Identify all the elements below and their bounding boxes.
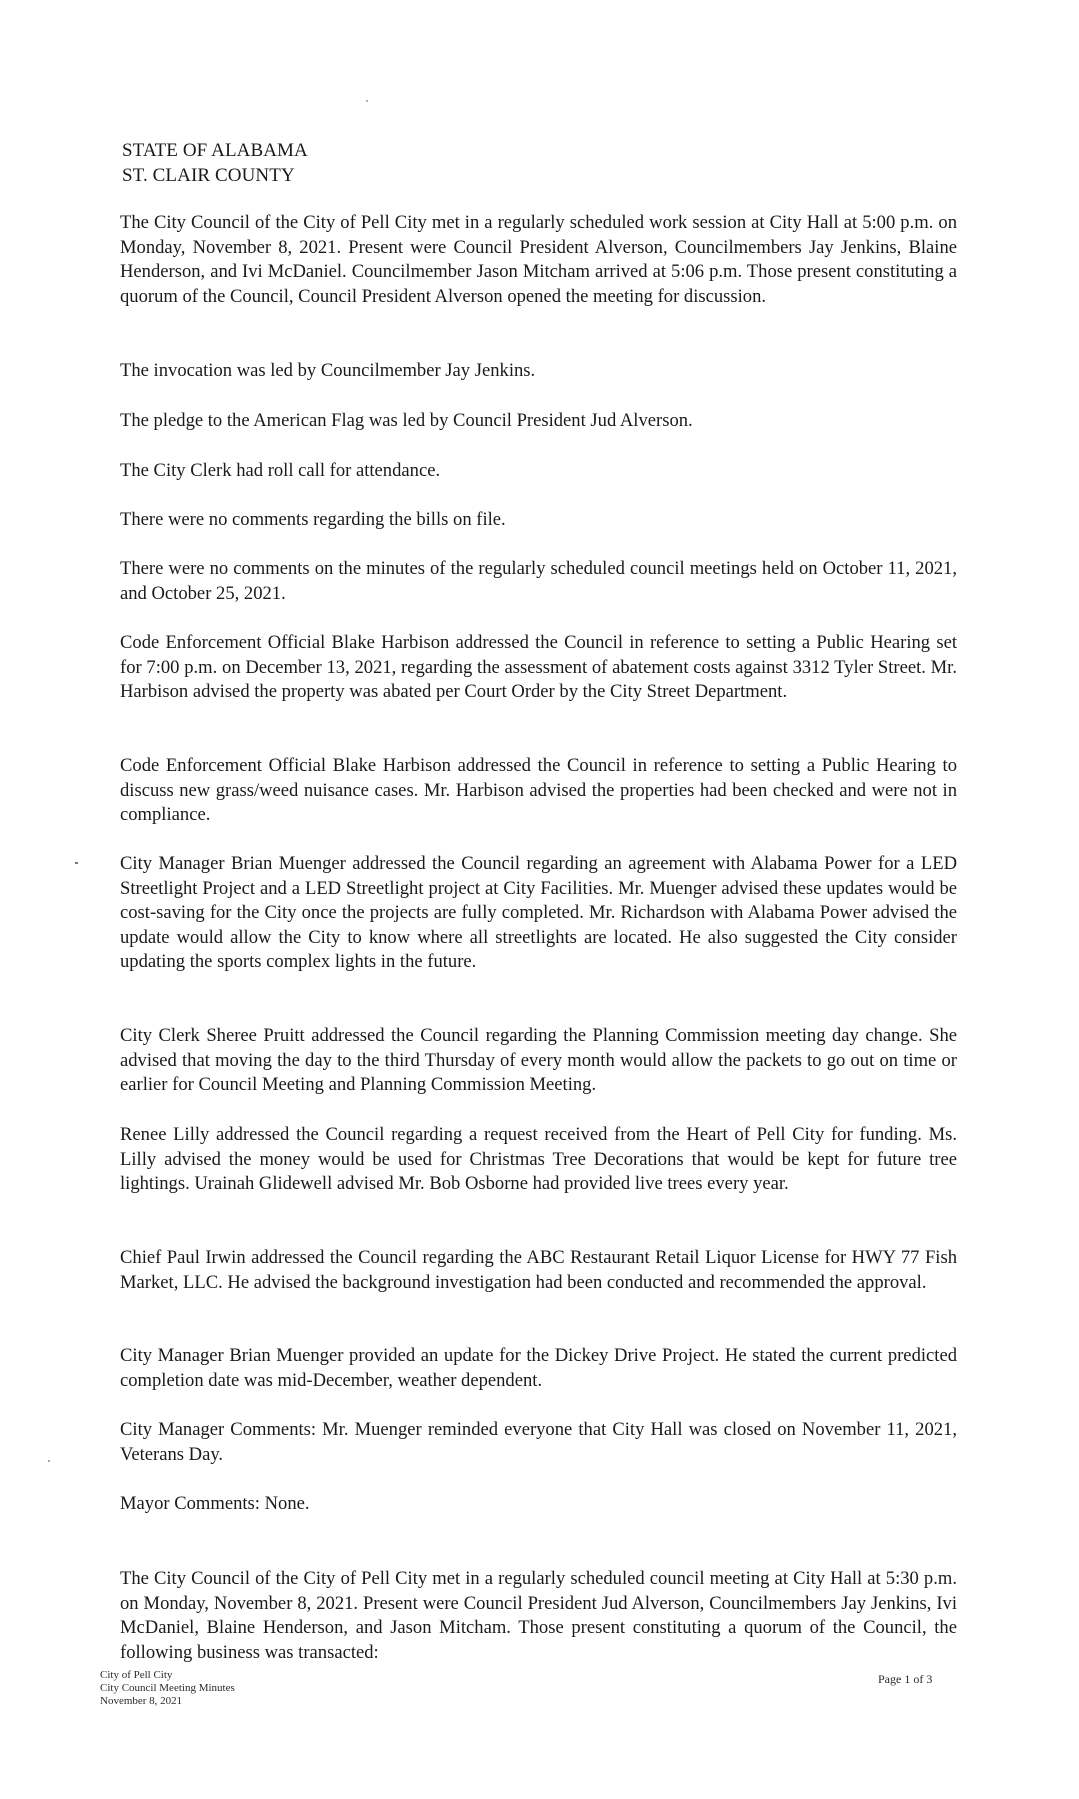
paragraph-bills: There were no comments regarding the bills on file.	[120, 509, 506, 530]
paragraph-abatement-hearing: Code Enforcement Official Blake Harbison addressed the Council in reference to setting a Public Hearing set for 7:00 p.m. on December 13, 2021, regarding the assessment of abatement costs against 3312 Tyler Street. Mr. Harbison advised the property was abated per Court Order by the City Street Department.	[120, 632, 957, 703]
county-heading: ST. CLAIR COUNTY	[122, 165, 295, 186]
paragraph-mayor-comments: Mayor Comments: None.	[120, 1493, 310, 1514]
footer-doc-title: City Council Meeting Minutes	[100, 1682, 235, 1694]
paragraph-planning-commission: City Clerk Sheree Pruitt addressed the Council regarding the Planning Commission meeting day change. She advised that moving the day to the third Thursday of every month would allow the packets to go out on time or earlier for Council Meeting and Planning Commission Meeting.	[120, 1025, 957, 1096]
scan-speck	[366, 100, 368, 102]
paragraph-minutes: There were no comments on the minutes of the regularly scheduled council meetings held on October 11, 2021, and October 25, 2021.	[120, 558, 957, 604]
paragraph-roll-call: The City Clerk had roll call for attendance.	[120, 460, 441, 481]
paragraph-city-manager-comments: City Manager Comments: Mr. Muenger reminded everyone that City Hall was closed on November 11, 2021, Veterans Day.	[120, 1419, 957, 1465]
paragraph-council-meeting: The City Council of the City of Pell City met in a regularly scheduled council meeting at City Hall at 5:30 p.m. on Monday, November 8, 2021. Present were Council President Jud Alverson, Councilmembers Jay Jenkins, Ivi McDaniel, Blaine Henderson, and Jason Mitcham. Those present constituting a quorum of the Council, the following business was transacted:	[120, 1568, 957, 1663]
footer-date: November 8, 2021	[100, 1695, 183, 1707]
footer-city: City of Pell City	[100, 1669, 173, 1681]
document-header	[122, 138, 308, 188]
paragraph-pledge: The pledge to the American Flag was led by Council President Jud Alverson.	[120, 410, 693, 431]
footer-info	[100, 1669, 235, 1708]
paragraph-work-session: The City Council of the City of Pell City met in a regularly scheduled work session at City Hall at 5:00 p.m. on Monday, November 8, 2021. Present were Council President Alverson, Councilmembers Jay Jenkins, Blaine Henderson, and Ivi McDaniel. Councilmember Jason Mitcham arrived at 5:06 p.m. Those present constituting a quorum of the Council, Council President Alverson opened the meeting for discussion.	[120, 212, 957, 307]
page-number: Page 1 of 3	[878, 1672, 933, 1686]
paragraph-liquor-license: Chief Paul Irwin addressed the Council regarding the ABC Restaurant Retail Liquor License for HWY 77 Fish Market, LLC. He advised the background investigation had been conducted and recommended the approval.	[120, 1247, 957, 1293]
paragraph-streetlight-project: City Manager Brian Muenger addressed the Council regarding an agreement with Alabama Power for a LED Streetlight Project and a LED Streetlight project at City Facilities. Mr. Muenger advised these updates would be cost-saving for the City once the projects are fully completed. Mr. Richardson with Alabama Power advised the update would allow the City to know where all streetlights are located. He also suggested the City consider updating the sports complex lights in the future.	[120, 853, 957, 973]
scan-speck	[48, 1460, 50, 1462]
paragraph-dickey-drive: City Manager Brian Muenger provided an update for the Dickey Drive Project. He stated the current predicted completion date was mid-December, weather dependent.	[120, 1345, 957, 1391]
paragraph-nuisance-hearing: Code Enforcement Official Blake Harbison addressed the Council in reference to setting a Public Hearing to discuss new grass/weed nuisance cases. Mr. Harbison advised the properties had been checked and were not in compliance.	[120, 755, 957, 826]
paragraph-heart-of-pell-city: Renee Lilly addressed the Council regarding a request received from the Heart of Pell City for funding. Ms. Lilly advised the money would be used for Christmas Tree Decorations that would be kept for future tree lightings. Urainah Glidewell advised Mr. Bob Osborne had provided live trees every year.	[120, 1124, 957, 1195]
paragraph-invocation: The invocation was led by Councilmember Jay Jenkins.	[120, 360, 536, 381]
state-heading: STATE OF ALABAMA	[122, 140, 308, 161]
scan-speck	[75, 862, 78, 864]
